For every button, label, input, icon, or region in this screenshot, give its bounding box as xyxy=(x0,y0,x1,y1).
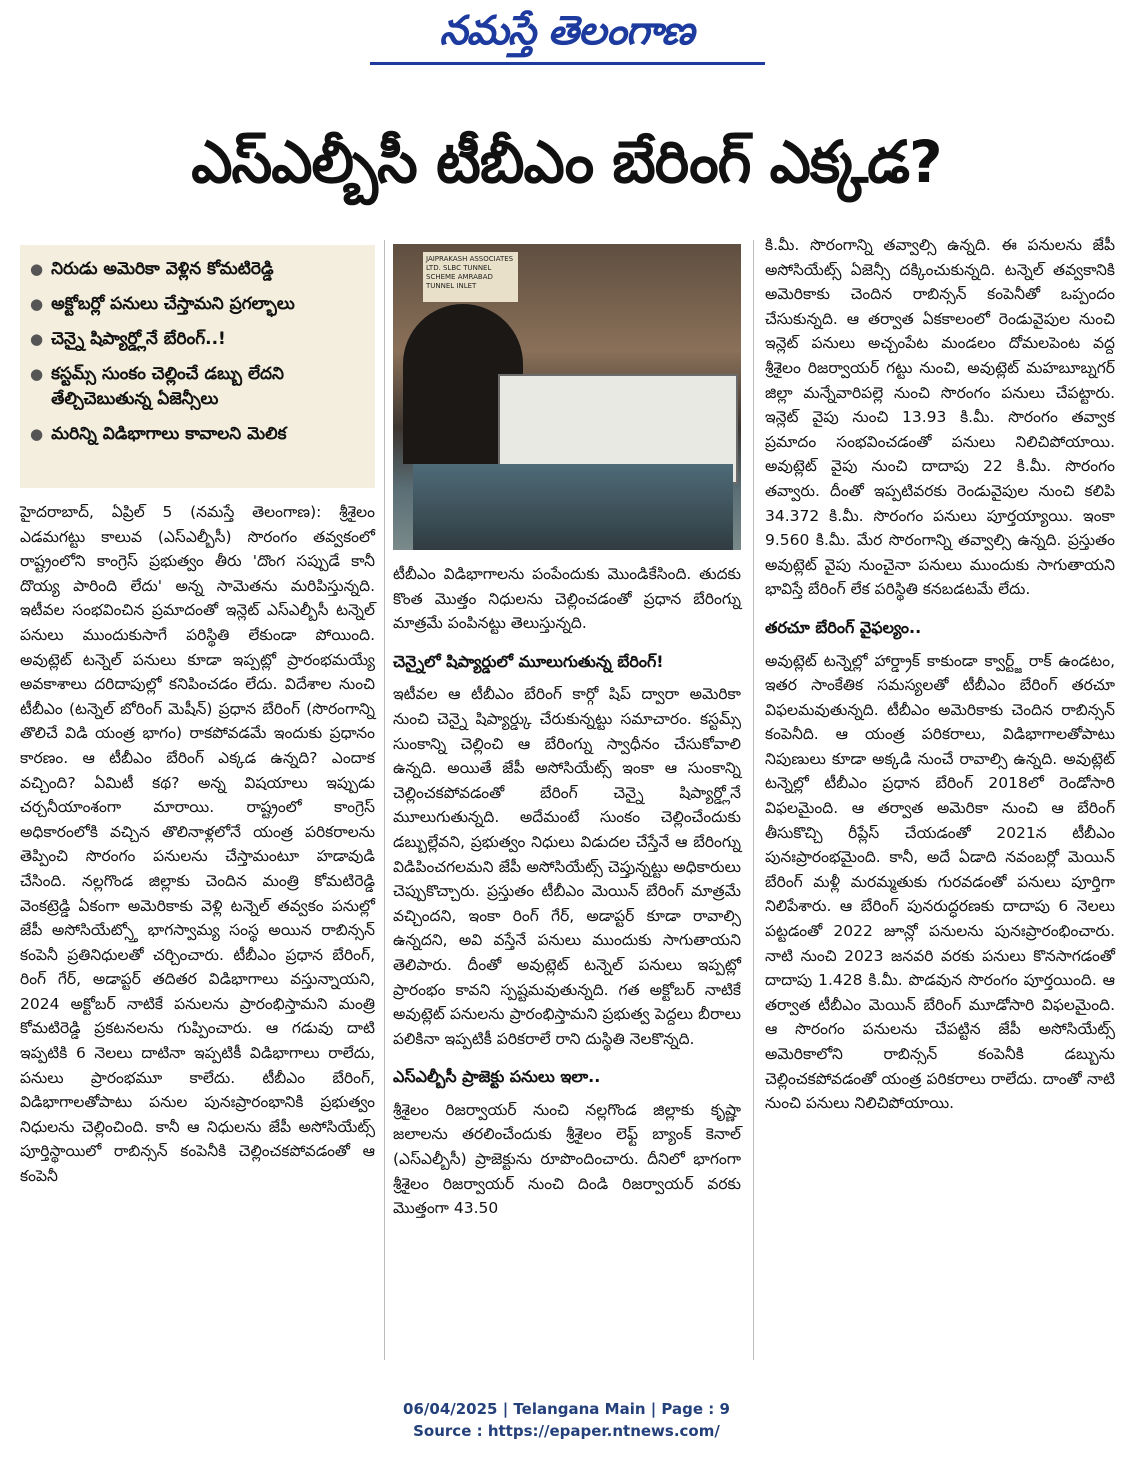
highlight-item: ● చెన్నై షిప్యార్డ్లోనే బేరింగ్..! xyxy=(30,327,365,352)
highlight-item: ● అక్టోబర్లో పనులు చేస్తామని ప్రగల్భాలు xyxy=(30,292,365,317)
paragraph: కి.మీ. సొరంగాన్ని తవ్వాల్సి ఉన్నది. ఈ పనులను జేపీ అసోసియేట్స్ ఏజెన్సీ దక్కించుకున్నది. టన్నెల్ తవ్వకానికి అమెరికాకు చెందిన రాబిన్సన్ కంపెనీతో ఒప్పందం చేసుకున్నది. ఆ తర్వాత ఏకకాలంలో రెండువైపుల నుంచి ఇన్లెట్ పనులు అచ్చంపేట మండలం దోమలపెంట వద్ద శ్రీశైలం రిజర్వాయర్ గట్టు నుంచి, అవుట్లెట్ మహబూబ్నగర్ జిల్లా మన్నేవారిపల్లె నుంచి సొరంగం పనులు చేపట్టారు. ఇన్లెట్ వైపు నుంచి 13.93 కి.మీ. సొరంగం తవ్వాక ప్రమాదం సంభవించడంతో పనులు నిలిచిపోయాయి. అవుట్లెట్ వైపు నుంచి దాదాపు 22 కి.మీ. సొరంగం తవ్వారు. దీంతో ఇప్పటివరకు రెండువైపుల నుంచి కలిపి 34.372 కి.మీ. సొరంగం పనులు పూర్తయ్యాయి. ఇంకా 9.560 కి.మీ. మేర సొరంగాన్ని తవ్వాల్సి ఉన్నది. ప్రస్తుతం అవుట్లెట్ వైపు నుంచైనా పనులు ముందుకు సాగుతాయని భావిస్తే బేరింగ్ లేక పరిస్థితి కనబడటమే లేదు. xyxy=(765,236,1115,599)
article-column-3 xyxy=(765,233,1115,1116)
paragraph: ఇటీవల ఆ టీబీఎం బేరింగ్ కార్గో షిప్ ద్వారా అమెరికా నుంచి చెన్నై షిప్యార్డ్కు చేరుకున్నట్టు సమాచారం. కస్టమ్స్ సుంకాన్ని చెల్లించి ఆ బేరింగ్ను స్వాధీనం చేసుకోవాలి ఉన్నది. అయితే జేపీ అసోసియేట్స్ ఇంకా ఆ సుంకాన్ని చెల్లించకపోవడంతో బేరింగ్ చెన్నై షిప్యార్డ్లోనే మూలుగుతున్నది. అదేమంటే సుంకం చెల్లించేందుకు డబ్బుల్లేవని, ప్రభుత్వం నిధులు విడుదల చేస్తేనే ఆ బేరింగ్ను విడిపించగలమని జేపీ అసోసియేట్స్ చెప్తున్నట్టు అధికారులు చెప్పుకొచ్చారు. ప్రస్తుతం టీబీఎం మెయిన్ బేరింగ్ మాత్రమే వచ్చిందని, ఇంకా రింగ్ గేర్, అడాప్టర్ కూడా రావాల్సి ఉన్నదని, అవి వస్తేనే పనులు ముందుకు సాగుతాయని తెలిపారు. దీంతో అవుట్లెట్ టన్నెల్ పనులు ఇప్పట్లో ప్రారంభం కావని స్పష్టమవుతున్నది. గత అక్టోబర్ నాటికే అవుట్లెట్ పనులను ప్రారంభిస్తామని ప్రభుత్వ పెద్దలు బీరాలు పలికినా ఇప్పటికీ పరికరాలే రాని దుస్థితి నెలకొన్నది. xyxy=(393,685,741,1048)
article-column-1 xyxy=(20,500,375,1189)
tunnel-photo xyxy=(393,244,741,550)
highlight-item: ● మరిన్ని విడిభాగాలు కావాలని మెలిక xyxy=(30,422,365,447)
paragraph: అవుట్లెట్ టన్నెల్లో హార్డ్రాక్ కాకుండా క్వార్ట్జ్ రాక్ ఉండటం, ఇతర సాంకేతిక సమస్యలతో టీబీఎం బేరింగ్ తరచూ విఫలమవుతున్నది. టీబీఎం అమెరికాకు చెందిన రాబిన్సన్ కంపెనీది. ఆ యంత్ర పరికరాలు, విడిభాగాలతోపాటు నిపుణులు కూడా అక్కడి నుంచే రావాల్సి ఉన్నది. అవుట్లెట్ టన్నెల్లో టీబీఎం ప్రధాన బేరింగ్ 2018లో రెండోసారి విఫలమైంది. ఆ తర్వాత అమెరికా నుంచి ఆ బేరింగ్ తీసుకొచ్చి రీప్లేస్ చేయడంతో 2021న టీబీఎం పునఃప్రారంభమైంది. కానీ, అదే ఏడాది నవంబర్లో మెయిన్ బేరింగ్ మళ్లీ మరమ్మతుకు గురవడంతో పనులు పూర్తిగా నిలిపేశారు. ఆ బేరింగ్ పునరుద్ధరణకు దాదాపు 6 నెలలు పట్టడంతో 2022 జూన్లో పనులను పునఃప్రారంభించారు. నాటి నుంచి 2023 జనవరి వరకు పనులు కొనసాగడంతో దాదాపు 1.428 కి.మీ. పొడవున సొరంగం పూర్తయింది. ఆ తర్వాత టీబీఎం మెయిన్ బేరింగ్ మూడోసారి విఫలమైంది. ఆ సొరంగం పనులను చేపట్టిన జేపీ అసోసియేట్స్ అమెరికాలోని రాబిన్సన్ కంపెనీకి డబ్బును చెల్లించకపోవడంతో యంత్ర పరికరాలు రాలేదు. దాంతో నాటి నుంచి పనులు నిలిచిపోయాయి. xyxy=(765,651,1115,1113)
column-divider xyxy=(384,240,385,1360)
bullet-icon: ● xyxy=(30,330,44,348)
highlights-box xyxy=(20,245,375,488)
footer-date-line: 06/04/2025 | Telangana Main | Page : 9 xyxy=(403,1400,730,1418)
bullet-icon: ● xyxy=(30,425,44,443)
bullet-icon: ● xyxy=(30,260,44,278)
highlight-item: ● కస్టమ్స్ సుంకం చెల్లించే డబ్బు లేదని తేల్చిచెబుతున్న ఏజెన్సీలు xyxy=(30,364,284,409)
bullet-icon: ● xyxy=(30,365,44,383)
paragraph: హైదరాబాద్, ఏప్రిల్ 5 (నమస్తే తెలంగాణ): శ్రీశైలం ఎడమగట్టు కాలువ (ఎస్ఎల్బీసీ) సొరంగం తవ్వకంలో రాష్ట్రంలోని కాంగ్రెస్ ప్రభుత్వం తీరు 'దొంగ సప్పుడే కానీ దొయ్య పారింది లేదు' అన్న సామెతను మరిపిస్తున్నది. ఇటీవల సంభవించిన ప్రమాదంతో ఇన్లెట్ ఎస్ఎల్బీసీ టన్నెల్ పనులు ముందుకుసాగే పరిస్థితి లేకుండా పోయింది. అవుట్లెట్ టన్నెల్ పనులు కూడా ఇప్పట్లో ప్రారంభమయ్యే అవకాశాలు దరిదాపుల్లో కనిపించడం లేదు. విదేశాల నుంచి టీబీఎం (టన్నెల్ బోరింగ్ మెషీన్) ప్రధాన బేరింగ్ (సొరంగాన్ని తొలిచే విడి యంత్ర భాగం) రాకపోవడమే ఇందుకు ప్రధానం కారణం. ఆ టీబీఎం బేరింగ్ ఎక్కడ ఉన్నది? ఎందాక వచ్చింది? ఏమిటీ కథ? అన్న విషయాలు ఇప్పుడు చర్చనీయాంశంగా మారాయి. రాష్ట్రంలో కాంగ్రెస్ అధికారంలోకి వచ్చిన తొలినాళ్లలోనే యంత్ర పరికరాలను తెప్పించి సొరంగం పనులను చేస్తామంటూ హడావుడి చేసింది. నల్లగొండ జిల్లాకు చెందిన మంత్రి కోమటిరెడ్డి వెంకట్రెడ్డి ఏకంగా అమెరికాకు వెళ్లి టన్నెల్ తవ్వకం పనుల్లో జేపీ అసోసియేట్స్తో భాగస్వామ్య సంస్థ అయిన రాబిన్సన్ కంపెనీ ప్రతినిధులతో చర్చించారు. టీబీఎం ప్రధాన బేరింగ్, రింగ్ గేర్, అడాప్టర్ తదితర విడిభాగాలు వస్తున్నాయని, 2024 అక్టోబర్ నాటికే పనులను ప్రారంభిస్తామని మంత్రి కోమటిరెడ్డి ప్రకటనలను గుప్పించారు. ఆ గడువు దాటి ఇప్పటికి 6 నెలలు దాటినా ఇప్పటికీ విడిభాగాలు రాలేదు, పనులు ప్రారంభమూ కాలేదు. టీబీఎం బేరింగ్, విడిభాగాలతోపాటు పనుల పునఃప్రారంభానికి ప్రభుత్వం నిధులను చెల్లించింది. కానీ ఆ నిధులను జేపీ అసోసియేట్స్ పూర్తిస్థాయిలో రాబిన్సన్ కంపెనీకి చెల్లించకపోవడంతో ఆ కంపెనీ xyxy=(20,503,375,1186)
headline: ఎస్ఎల్బీసీ టీబీఎం బేరింగ్ ఎక్కడ? xyxy=(191,128,942,196)
masthead-rule xyxy=(370,62,765,65)
footer-source-line[interactable]: Source : https://epaper.ntnews.com/ xyxy=(413,1422,720,1440)
masthead-logo: నమస్తే తెలంగాణ xyxy=(439,8,694,54)
column-divider xyxy=(753,240,754,1360)
bullet-icon: ● xyxy=(30,295,44,313)
subheading: చెన్నైలో షిప్యార్డులో మూలుగుతున్న బేరింగ్! xyxy=(393,651,664,671)
paragraph: శ్రీశైలం రిజర్వాయర్ నుంచి నల్లగొండ జిల్లాకు కృష్ణా జలాలను తరలించేందుకు శ్రీశైలం లెఫ్ట్ బ్యాంక్ కెనాల్ (ఎస్ఎల్బీసీ) ప్రాజెక్టును రూపొందించారు. దీనిలో భాగంగా శ్రీశైలం రిజర్వాయర్ నుంచి దిండి రిజర్వాయర్ వరకు మొత్తంగా 43.50 xyxy=(393,1100,741,1218)
footer xyxy=(0,1398,1133,1442)
crowd xyxy=(413,464,733,550)
paragraph: టీబీఎం విడిభాగాలను పంపేందుకు మొండికేసింది. తుదకు కొంత మొత్తం నిధులను చెల్లించడంతో ప్రధాన బేరింగ్ను మాత్రమే పంపినట్టు తెలుస్తున్నది. xyxy=(393,565,741,633)
subheading: ఎస్ఎల్బీసీ ప్రాజెక్టు పనులు ఇలా.. xyxy=(393,1067,601,1087)
highlight-item: ● నిరుడు అమెరికా వెళ్లిన కోమటిరెడ్డి xyxy=(30,257,365,282)
article-column-2 xyxy=(393,562,741,1221)
subheading: తరచూ బేరింగ్ వైఫల్యం.. xyxy=(765,617,922,637)
tunnel-sign: JAIPRAKASH ASSOCIATES LTD. SLBC TUNNEL SCHEME AMRABAD TUNNEL INLET xyxy=(423,252,518,302)
